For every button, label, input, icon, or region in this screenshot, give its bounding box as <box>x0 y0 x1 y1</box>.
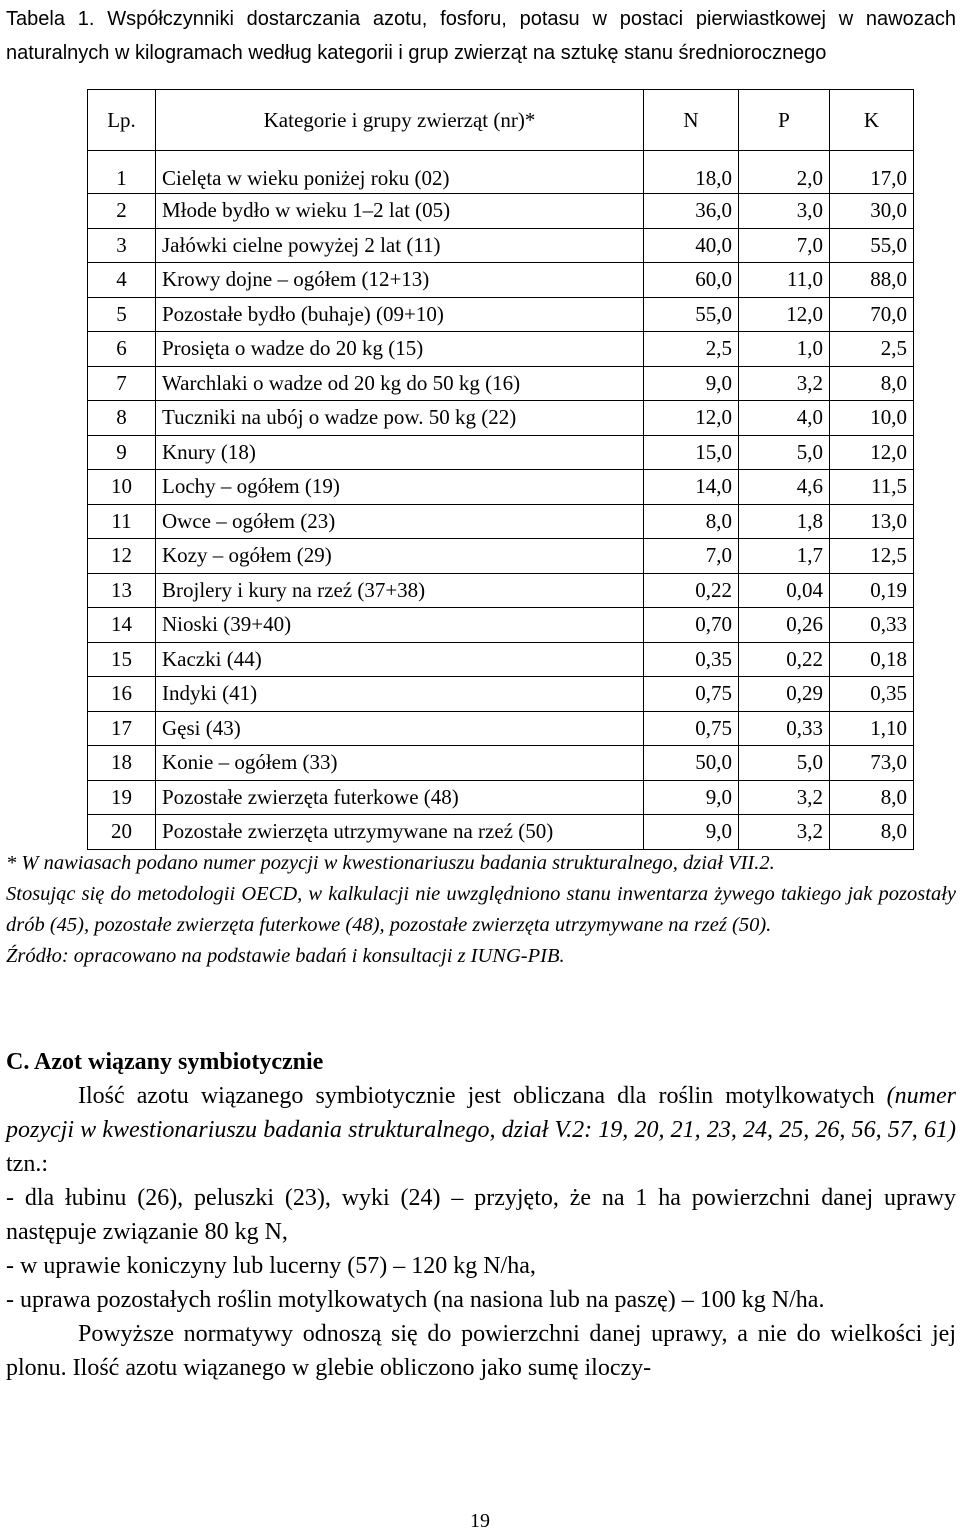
cell-n: 0,70 <box>644 608 739 643</box>
cell-lp: 3 <box>88 228 156 263</box>
cell-p: 3,2 <box>739 366 830 401</box>
cell-lp: 18 <box>88 746 156 781</box>
header-p: P <box>739 90 830 151</box>
nutrient-table <box>87 89 914 850</box>
cell-lp: 17 <box>88 711 156 746</box>
cell-k: 8,0 <box>830 366 914 401</box>
table-row <box>88 263 914 298</box>
cell-k: 13,0 <box>830 504 914 539</box>
oecd-note: Stosując się do metodologii OECD, w kalkulacji nie uwzględniono stanu inwentarza żywego takiego jak pozostały drób (45), pozostałe zwierzęta futerkowe (48), pozostałe zwierzęta utrzymywane na rzeź (50). <box>6 883 956 936</box>
paragraph-1-italic: (numer pozycji w kwestionariuszu badania strukturalnego, dział V.2: 19, 20, 21, 23, 24, 25, 26, 56, 57, 61) <box>6 1083 956 1143</box>
cell-category: Pozostałe zwierzęta utrzymywane na rzeź (50) <box>156 815 644 850</box>
cell-p: 1,0 <box>739 332 830 367</box>
table-row <box>88 711 914 746</box>
paragraph-1-start: Ilość azotu wiązanego symbiotycznie jest obliczana dla roślin motylkowatych <box>78 1083 887 1109</box>
cell-k: 73,0 <box>830 746 914 781</box>
cell-n: 50,0 <box>644 746 739 781</box>
cell-p: 2,0 <box>739 151 830 194</box>
bullet-1: - dla łubinu (26), peluszki (23), wyki (24) – przyjęto, że na 1 ha powierzchni danej uprawy następuje związanie 80 kg N, <box>6 1185 956 1245</box>
cell-k: 17,0 <box>830 151 914 194</box>
cell-k: 0,33 <box>830 608 914 643</box>
cell-category: Kaczki (44) <box>156 642 644 677</box>
cell-p: 1,8 <box>739 504 830 539</box>
cell-p: 5,0 <box>739 435 830 470</box>
cell-category: Indyki (41) <box>156 677 644 712</box>
cell-lp: 7 <box>88 366 156 401</box>
section-heading: C. Azot wiązany symbiotycznie <box>6 1049 324 1075</box>
table-caption: Tabela 1. Współczynniki dostarczania azotu, fosforu, potasu w postaci pierwiastkowej w nawozach naturalnych w kilogramach według kategorii i grup zwierząt na sztukę stanu średniorocznego <box>6 8 956 64</box>
cell-k: 8,0 <box>830 815 914 850</box>
cell-p: 0,33 <box>739 711 830 746</box>
table-row <box>88 194 914 229</box>
cell-n: 0,75 <box>644 677 739 712</box>
table-row <box>88 642 914 677</box>
cell-lp: 13 <box>88 573 156 608</box>
cell-category: Tuczniki na ubój o wadze pow. 50 kg (22) <box>156 401 644 436</box>
cell-k: 11,5 <box>830 470 914 505</box>
cell-k: 10,0 <box>830 401 914 436</box>
cell-p: 11,0 <box>739 263 830 298</box>
cell-lp: 10 <box>88 470 156 505</box>
paragraph-1-end: tzn.: <box>6 1151 48 1177</box>
footnote: * W nawiasach podano numer pozycji w kwestionariuszu badania strukturalnego, dział VII.2. <box>6 852 775 874</box>
table-notes <box>6 848 956 972</box>
cell-k: 70,0 <box>830 297 914 332</box>
cell-n: 18,0 <box>644 151 739 194</box>
cell-lp: 2 <box>88 194 156 229</box>
cell-k: 12,5 <box>830 539 914 574</box>
bullet-2: - w uprawie koniczyny lub lucerny (57) – 120 kg N/ha, <box>6 1253 536 1279</box>
cell-n: 7,0 <box>644 539 739 574</box>
cell-category: Nioski (39+40) <box>156 608 644 643</box>
cell-p: 4,6 <box>739 470 830 505</box>
cell-lp: 12 <box>88 539 156 574</box>
cell-lp: 6 <box>88 332 156 367</box>
cell-k: 55,0 <box>830 228 914 263</box>
cell-n: 0,35 <box>644 642 739 677</box>
cell-n: 40,0 <box>644 228 739 263</box>
cell-p: 0,29 <box>739 677 830 712</box>
cell-lp: 20 <box>88 815 156 850</box>
section-body <box>6 1045 956 1385</box>
cell-lp: 8 <box>88 401 156 436</box>
cell-category: Cielęta w wieku poniżej roku (02) <box>156 151 644 194</box>
table-row <box>88 746 914 781</box>
cell-category: Prosięta o wadze do 20 kg (15) <box>156 332 644 367</box>
cell-n: 9,0 <box>644 815 739 850</box>
cell-lp: 16 <box>88 677 156 712</box>
paragraph-2: Powyższe normatywy odnoszą się do powierzchni danej uprawy, a nie do wielkości jej plonu. Ilość azotu wiązanego w glebie obliczono jako sumę iloczy- <box>6 1321 956 1381</box>
cell-n: 9,0 <box>644 366 739 401</box>
cell-lp: 4 <box>88 263 156 298</box>
cell-p: 7,0 <box>739 228 830 263</box>
cell-n: 8,0 <box>644 504 739 539</box>
cell-n: 0,75 <box>644 711 739 746</box>
cell-n: 55,0 <box>644 297 739 332</box>
cell-p: 3,2 <box>739 780 830 815</box>
cell-lp: 15 <box>88 642 156 677</box>
cell-category: Jałówki cielne powyżej 2 lat (11) <box>156 228 644 263</box>
cell-lp: 9 <box>88 435 156 470</box>
cell-lp: 14 <box>88 608 156 643</box>
cell-p: 3,2 <box>739 815 830 850</box>
cell-p: 3,0 <box>739 194 830 229</box>
cell-category: Konie – ogółem (33) <box>156 746 644 781</box>
cell-category: Warchlaki o wadze od 20 kg do 50 kg (16) <box>156 366 644 401</box>
cell-k: 1,10 <box>830 711 914 746</box>
cell-p: 0,04 <box>739 573 830 608</box>
table-row <box>88 470 914 505</box>
cell-p: 0,22 <box>739 642 830 677</box>
cell-k: 0,35 <box>830 677 914 712</box>
cell-category: Młode bydło w wieku 1–2 lat (05) <box>156 194 644 229</box>
table-row <box>88 504 914 539</box>
table-row <box>88 573 914 608</box>
cell-lp: 1 <box>88 151 156 194</box>
cell-k: 8,0 <box>830 780 914 815</box>
table-row <box>88 366 914 401</box>
cell-category: Lochy – ogółem (19) <box>156 470 644 505</box>
cell-n: 36,0 <box>644 194 739 229</box>
cell-n: 12,0 <box>644 401 739 436</box>
cell-category: Knury (18) <box>156 435 644 470</box>
bullet-3: - uprawa pozostałych roślin motylkowatych (na nasiona lub na paszę) – 100 kg N/ha. <box>6 1287 825 1313</box>
cell-n: 9,0 <box>644 780 739 815</box>
table-row <box>88 815 914 850</box>
table-row <box>88 332 914 367</box>
cell-k: 0,19 <box>830 573 914 608</box>
cell-k: 88,0 <box>830 263 914 298</box>
table-row <box>88 228 914 263</box>
header-category: Kategorie i grupy zwierząt (nr)* <box>156 90 644 151</box>
cell-lp: 5 <box>88 297 156 332</box>
table-row <box>88 435 914 470</box>
cell-k: 30,0 <box>830 194 914 229</box>
table-row <box>88 539 914 574</box>
table-body <box>88 151 914 850</box>
cell-category: Gęsi (43) <box>156 711 644 746</box>
table-row <box>88 297 914 332</box>
cell-p: 4,0 <box>739 401 830 436</box>
paragraph-1 <box>6 1079 956 1181</box>
table-row <box>88 608 914 643</box>
cell-n: 15,0 <box>644 435 739 470</box>
cell-category: Owce – ogółem (23) <box>156 504 644 539</box>
header-k: K <box>830 90 914 151</box>
table-row <box>88 780 914 815</box>
cell-k: 12,0 <box>830 435 914 470</box>
table-row <box>88 677 914 712</box>
cell-p: 0,26 <box>739 608 830 643</box>
header-lp: Lp. <box>88 90 156 151</box>
cell-k: 2,5 <box>830 332 914 367</box>
cell-n: 2,5 <box>644 332 739 367</box>
cell-category: Kozy – ogółem (29) <box>156 539 644 574</box>
cell-category: Krowy dojne – ogółem (12+13) <box>156 263 644 298</box>
cell-category: Pozostałe bydło (buhaje) (09+10) <box>156 297 644 332</box>
cell-n: 0,22 <box>644 573 739 608</box>
cell-p: 12,0 <box>739 297 830 332</box>
header-n: N <box>644 90 739 151</box>
cell-category: Pozostałe zwierzęta futerkowe (48) <box>156 780 644 815</box>
cell-k: 0,18 <box>830 642 914 677</box>
table-row <box>88 151 914 194</box>
cell-n: 14,0 <box>644 470 739 505</box>
page-number: 19 <box>470 1510 490 1532</box>
table-row <box>88 401 914 436</box>
cell-lp: 19 <box>88 780 156 815</box>
cell-category: Brojlery i kury na rzeź (37+38) <box>156 573 644 608</box>
source-note: Źródło: opracowano na podstawie badań i konsultacji z IUNG-PIB. <box>6 945 565 967</box>
table-header-row <box>88 90 914 151</box>
cell-n: 60,0 <box>644 263 739 298</box>
cell-lp: 11 <box>88 504 156 539</box>
cell-p: 1,7 <box>739 539 830 574</box>
cell-p: 5,0 <box>739 746 830 781</box>
